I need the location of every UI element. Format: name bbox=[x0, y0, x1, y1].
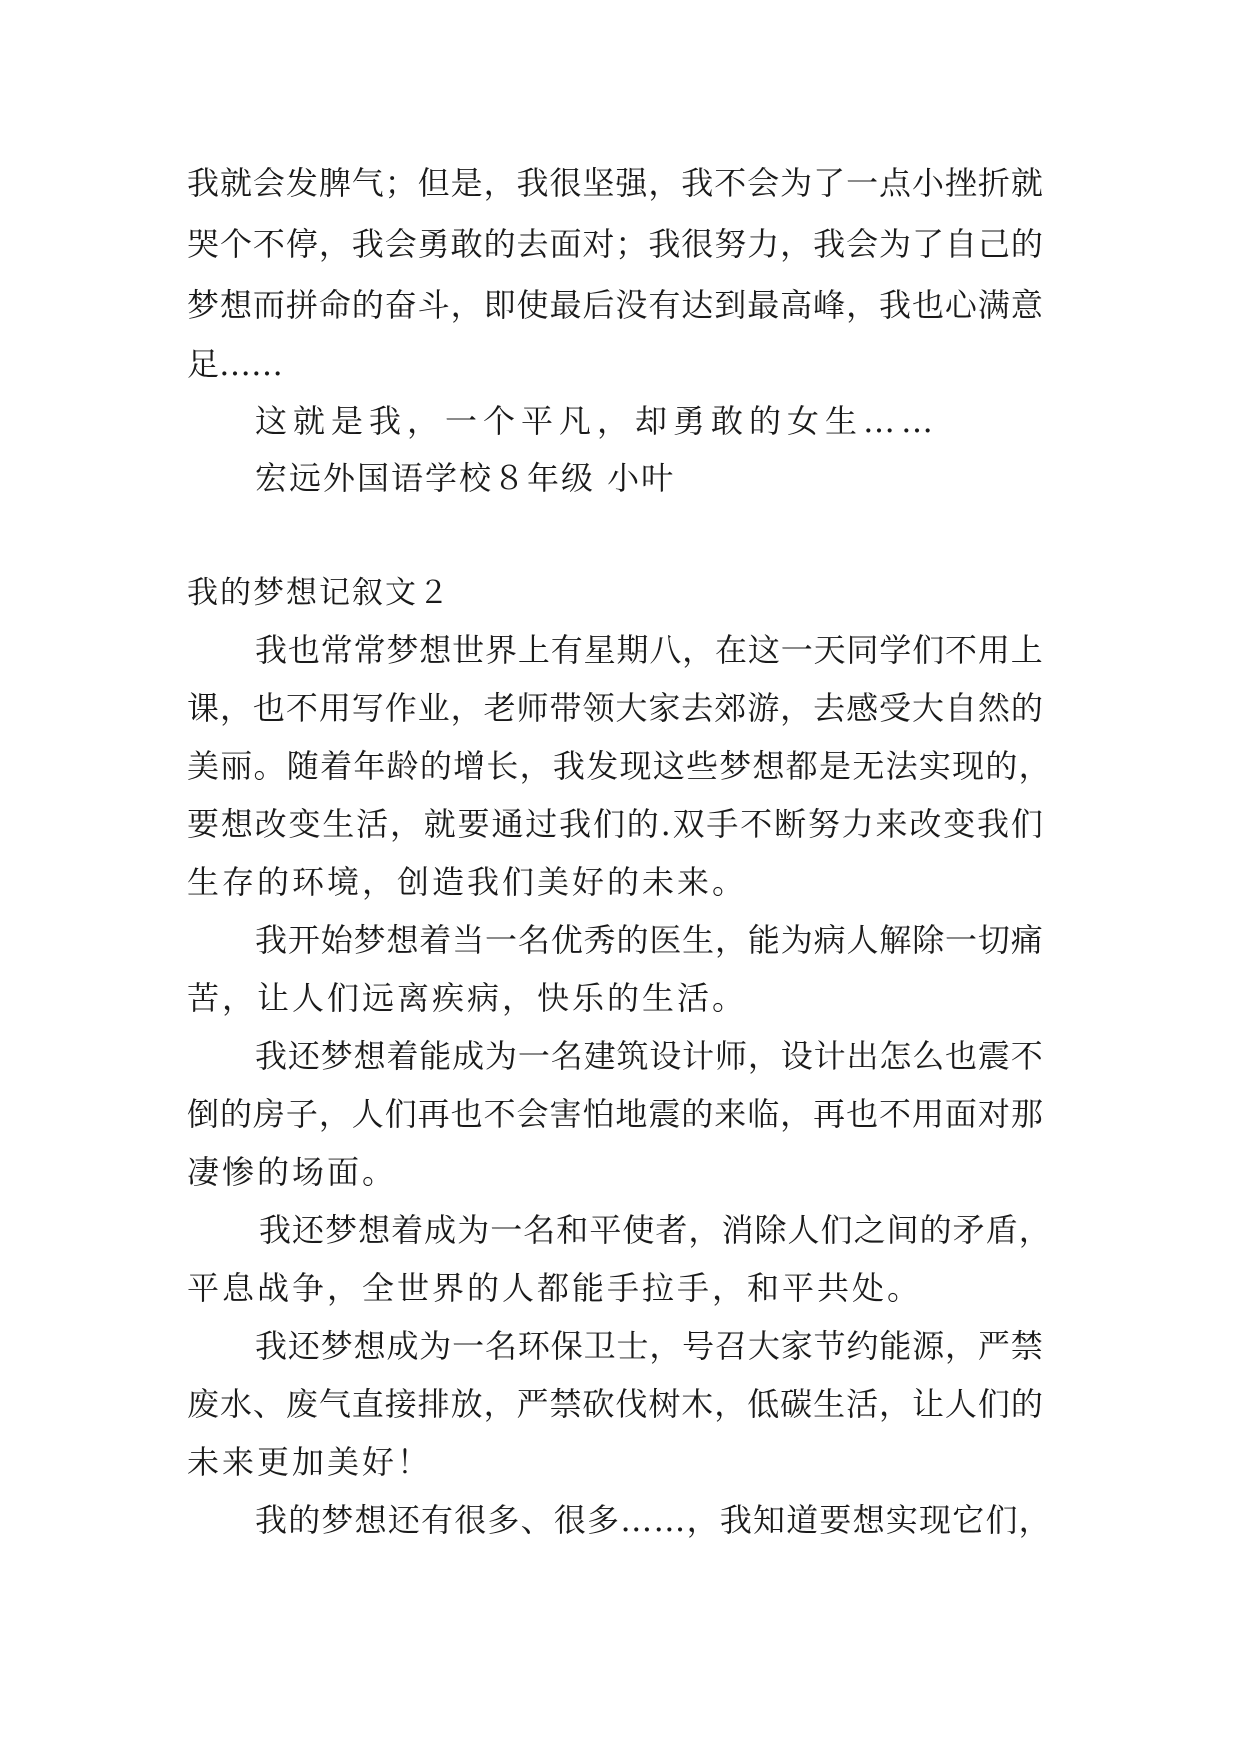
paragraph-line: 我 的 梦 想 还 有 很 多 、 很 多 … … ， 我 知 道 要 想 实 现 它 们 ， bbox=[255, 1501, 1051, 1539]
paragraph-line: 苦，让人们远离疾病，快乐的生活。 bbox=[187, 979, 748, 1017]
essay-title: 我的梦想记叙文２ bbox=[187, 575, 451, 611]
paragraph-line: 我 也 常 常 梦 想 世 界 上 有 星 期 八 ， 在 这 一 天 同 学 们 不 用 上 bbox=[255, 631, 1043, 669]
paragraph-line: 未来更加美好！ bbox=[187, 1443, 433, 1481]
paragraph-line: 平息战争，全世界的人都能手拉手，和平共处。 bbox=[187, 1269, 923, 1307]
paragraph-line: 我 还 梦 想 着 成 为 一 名 和 平 使 者 ， 消 除 人 们 之 间 的 矛 盾 ， bbox=[259, 1211, 1051, 1249]
paragraph-line: 我 还 梦 想 着 能 成 为 一 名 建 筑 设 计 师 ， 设 计 出 怎 么 也 震 不 bbox=[255, 1037, 1043, 1075]
signature: 宏远外国语学校８年级 小叶 bbox=[255, 459, 676, 497]
carryover-line: 足…… bbox=[187, 345, 284, 383]
paragraph-line: 生存的环境，创造我们美好的未来。 bbox=[187, 863, 748, 901]
paragraph-line: 课 ， 也 不 用 写 作 业 ， 老 师 带 领 大 家 去 郊 游 ， 去 感 受 大 自 然 的 bbox=[187, 689, 1043, 727]
paragraph-line: 凄惨的场面。 bbox=[187, 1153, 398, 1191]
paragraph-line: 美 丽 。 随 着 年 龄 的 增 长 ， 我 发 现 这 些 梦 想 都 是 无 法 实 现 的 ， bbox=[187, 747, 1051, 785]
paragraph-line: 要 想 改 变 生 活 ， 就 要 通 过 我 们 的 . 双 手 不 断 努 力 来 改 变 我 们 bbox=[187, 805, 1043, 843]
carryover-line: 我 就 会 发 脾 气 ； 但 是 ， 我 很 坚 强 ， 我 不 会 为 了 一 点 小 挫 折 就 bbox=[187, 164, 1043, 202]
paragraph-line: 我 开 始 梦 想 着 当 一 名 优 秀 的 医 生 ， 能 为 病 人 解 除 一 切 痛 bbox=[255, 921, 1043, 959]
carryover-line: 哭 个 不 停 ， 我 会 勇 敢 的 去 面 对 ； 我 很 努 力 ， 我 会 为 了 自 己 的 bbox=[187, 225, 1043, 263]
paragraph-line: 我 还 梦 想 成 为 一 名 环 保 卫 士 ， 号 召 大 家 节 约 能 源 ， 严 禁 bbox=[255, 1327, 1043, 1365]
closing-sentence: 这就是我，一个平凡，却勇敢的女生…… bbox=[255, 402, 940, 440]
paragraph-line: 倒 的 房 子 ， 人 们 再 也 不 会 害 怕 地 震 的 来 临 ， 再 也 不 用 面 对 那 bbox=[187, 1095, 1043, 1133]
paragraph-line: 废 水 、 废 气 直 接 排 放 ， 严 禁 砍 伐 树 木 ， 低 碳 生 活 ， 让 人 们 的 bbox=[187, 1385, 1043, 1423]
carryover-line: 梦 想 而 拼 命 的 奋 斗 ， 即 使 最 后 没 有 达 到 最 高 峰 ， 我 也 心 满 意 bbox=[187, 286, 1043, 324]
